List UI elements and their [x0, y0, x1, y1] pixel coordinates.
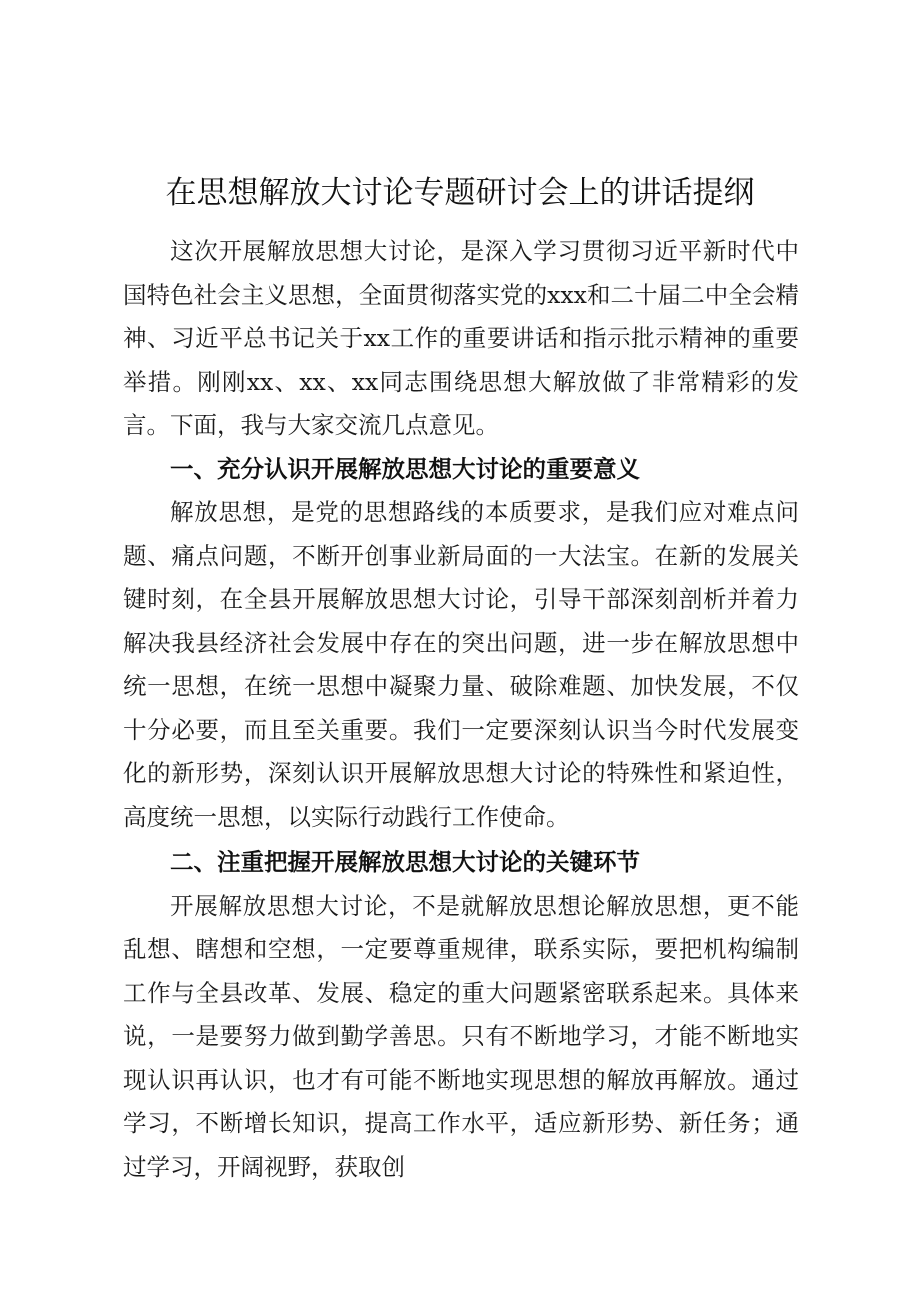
section-2-heading: 二、注重把握开展解放思想大讨论的关键环节 [170, 848, 640, 876]
document-body [123, 230, 799, 1189]
document-title: 在思想解放大讨论专题研讨会上的讲话提纲 [165, 175, 755, 211]
section-1-paragraph: 解放思想，是党的思想路线的本质要求，是我们应对难点问题、痛点问题，不断开创事业新局面的一大法宝。在新的发展关键时刻，在全县开展解放思想大讨论，引导干部深刻剖析并着力解决我县经济社会发展中存在的突出问题，进一步在解放思想中统一思想，在统一思想中凝聚力量、破除难题、加快发展，不仅十分必要，而且至关重要。我们一定要深刻认识当今时代发展变化的新形势，深刻认识开展解放思想大讨论的特殊性和紧迫性，高度统一思想，以实际行动践行工作使命。 [123, 498, 799, 831]
section-2-paragraph: 开展解放思想大讨论，不是就解放思想论解放思想，更不能乱想、瞎想和空想，一定要尊重规律，联系实际，要把机构编制工作与全县改革、发展、稳定的重大问题紧密联系起来。具体来说，一是要努力做到勤学善思。只有不断地学习，才能不断地实现认识再认识，也才有可能不断地实现思想的解放再解放。通过学习，不断增长知识，提高工作水平，适应新形势、新任务；通过学习，开阔视野，获取创 [123, 891, 799, 1181]
intro-paragraph: 这次开展解放思想大讨论，是深入学习贯彻习近平新时代中国特色社会主义思想，全面贯彻落实党的xxx和二十届二中全会精神、习近平总书记关于xx工作的重要讲话和指示批示精神的重要举措。刚刚xx、xx、xx同志围绕思想大解放做了非常精彩的发言。下面，我与大家交流几点意见。 [123, 237, 799, 439]
section-1-heading: 一、充分认识开展解放思想大讨论的重要意义 [170, 454, 640, 483]
